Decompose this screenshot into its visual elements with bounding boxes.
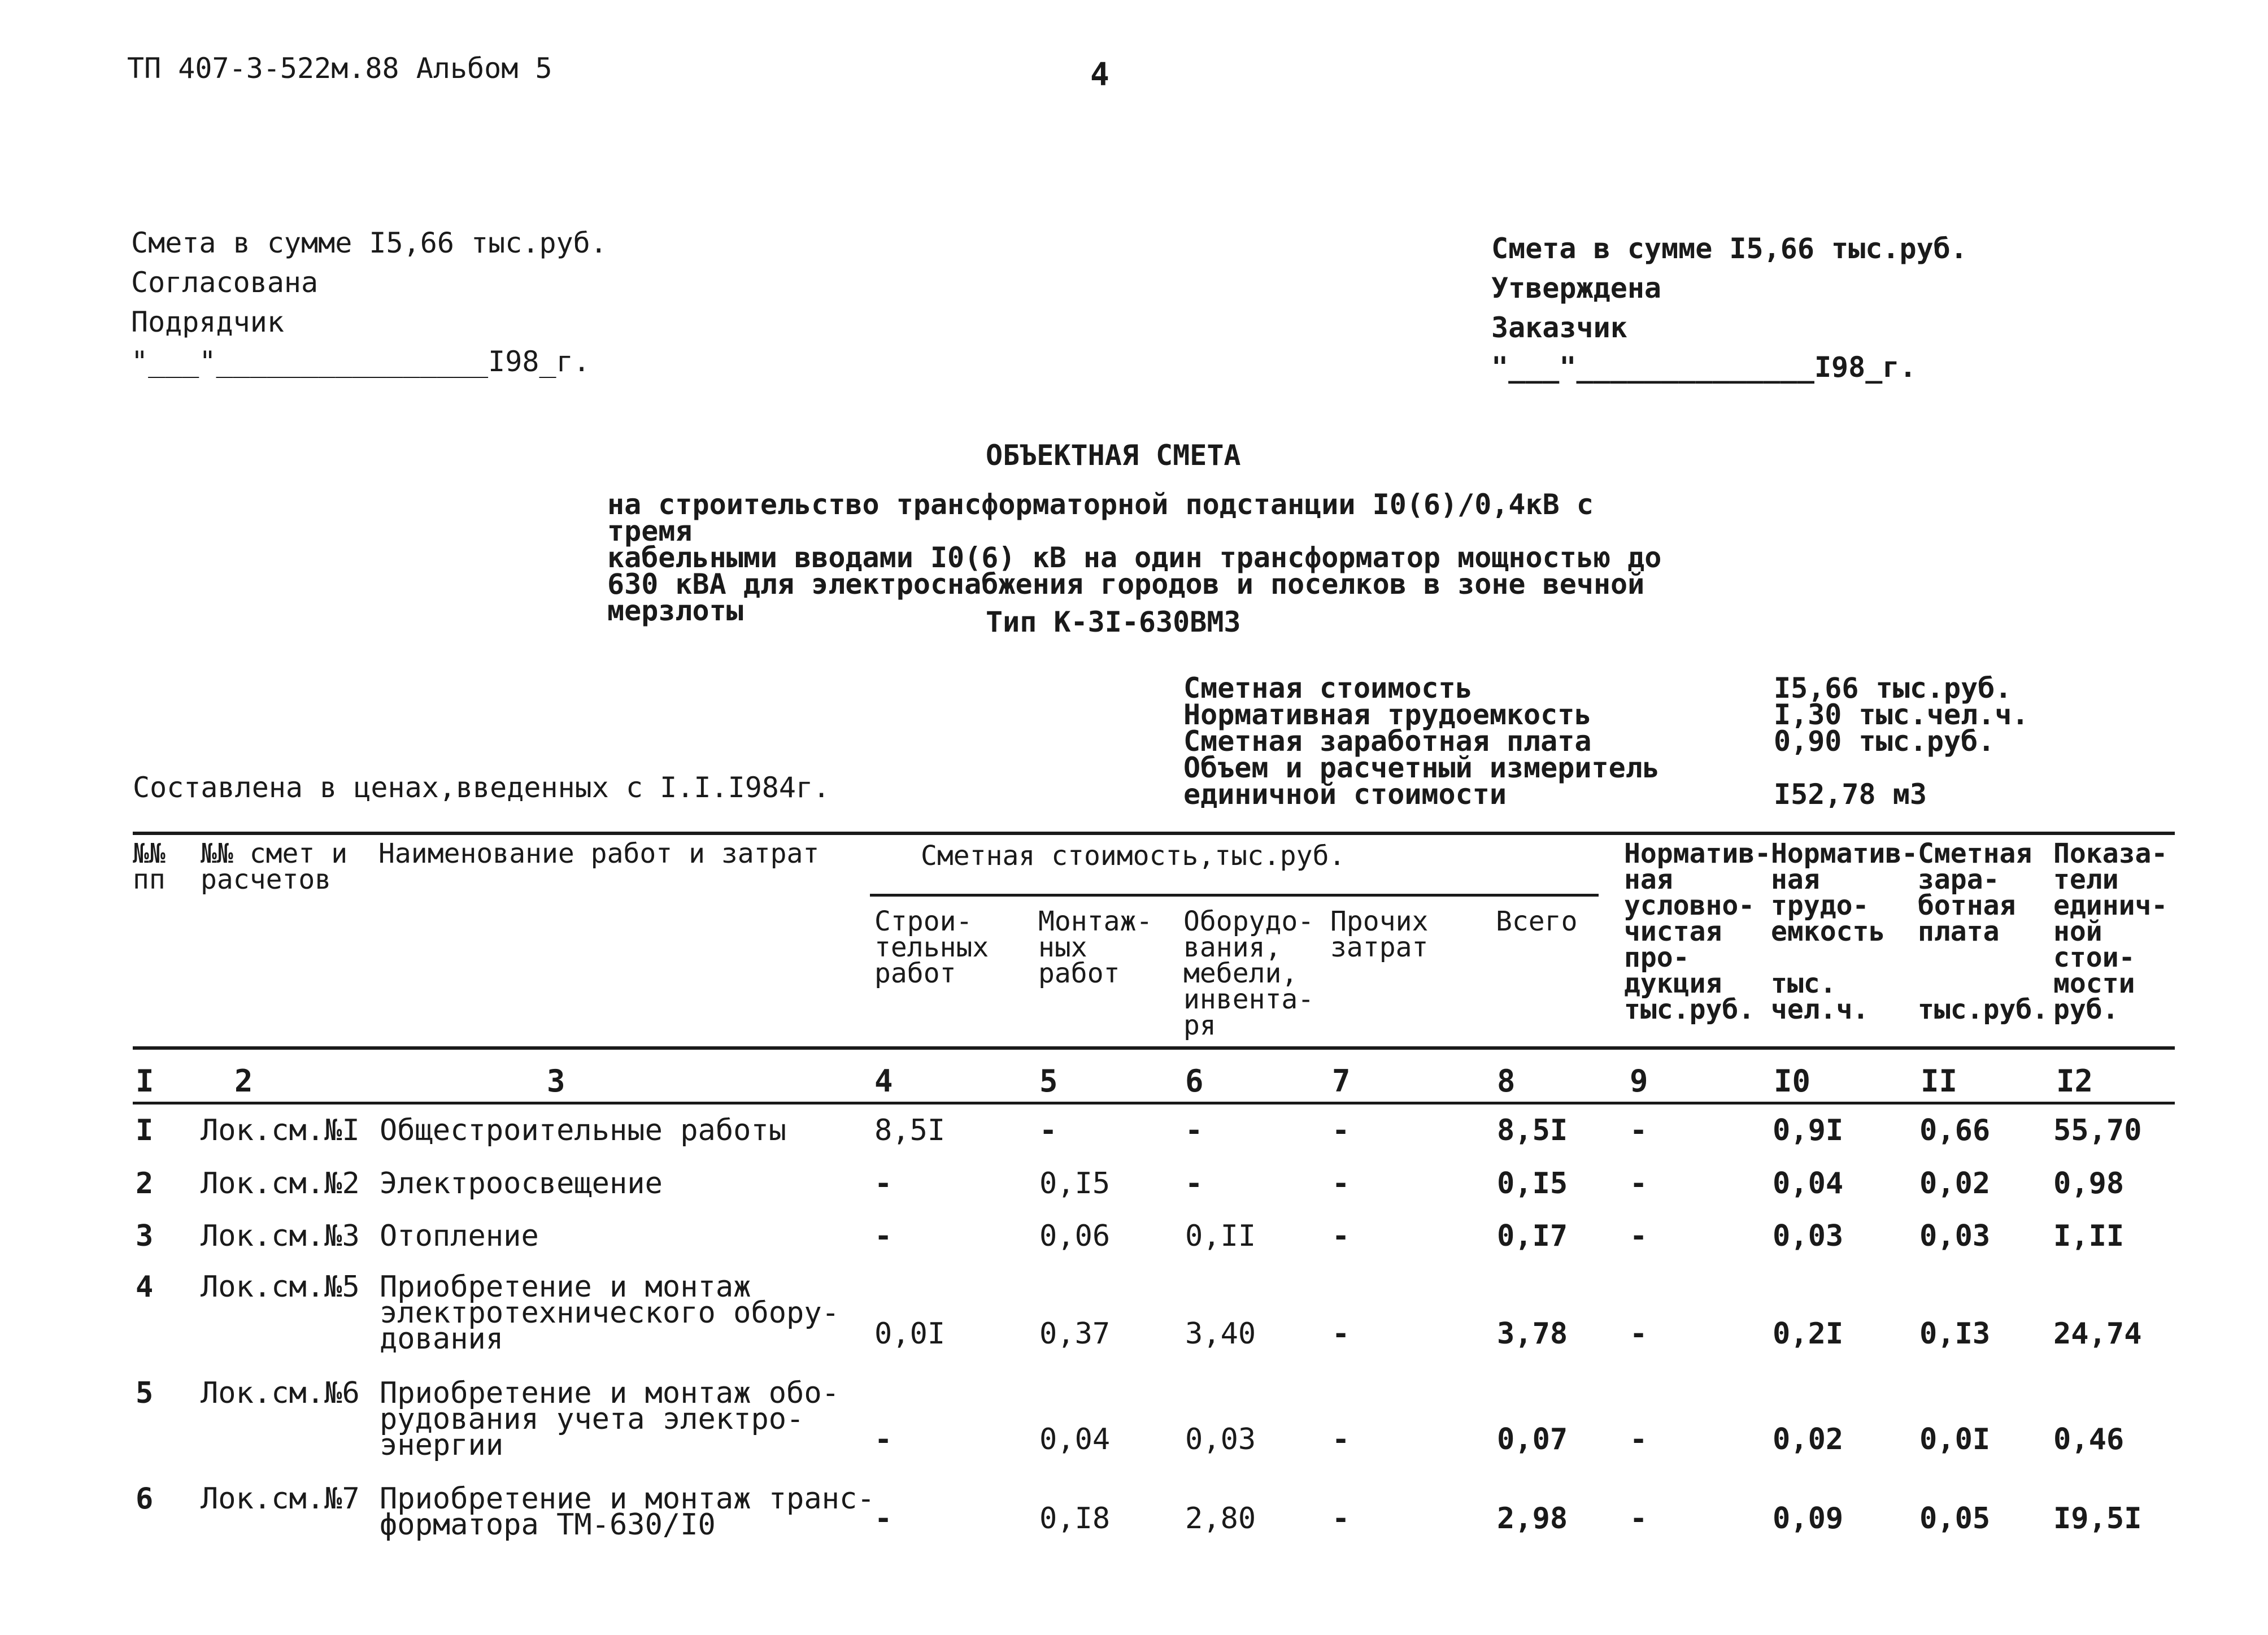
- header-work-name: Наименование работ и затрат: [378, 838, 820, 869]
- unit-cost: 0,46: [2053, 1423, 2125, 1456]
- total-cost: 2,98: [1497, 1502, 1568, 1536]
- equipment-cost: 0,II: [1185, 1219, 1256, 1253]
- row-number: 2: [136, 1167, 154, 1201]
- estimate-ref: Лок.см.№7: [201, 1482, 360, 1516]
- work-name: Электроосвещение: [380, 1167, 663, 1201]
- net-product: -: [1630, 1114, 1648, 1147]
- table-top-rule: [133, 832, 2175, 835]
- header-construction: Строи- тельных работ: [874, 906, 989, 989]
- estimate-ref: Лок.см.№6: [201, 1376, 360, 1410]
- row-number: 3: [136, 1219, 154, 1253]
- approval-line: Заказчик: [1491, 311, 1627, 344]
- summary-values: [1774, 672, 2029, 811]
- document-code: ТП 407-3-522м.88 Альбом 5: [127, 52, 552, 85]
- installation-cost: 0,I8: [1039, 1502, 1111, 1536]
- column-number-rule: [133, 1102, 2175, 1105]
- summary-value: I52,78 м3: [1774, 778, 1927, 811]
- total-cost: 0,07: [1497, 1423, 1568, 1456]
- approval-line: "___"______________I98_г.: [1491, 351, 1917, 384]
- work-name: Общестроительные работы: [380, 1114, 787, 1147]
- work-name: Отопление: [380, 1219, 539, 1253]
- wages: 0,05: [1919, 1502, 1991, 1536]
- row-number: 6: [136, 1482, 154, 1516]
- other-cost: -: [1332, 1502, 1350, 1536]
- labor: 0,02: [1773, 1423, 1844, 1456]
- wages: 0,I3: [1919, 1317, 1991, 1351]
- header-row-number: №№ пп: [133, 838, 166, 895]
- object-type: Тип К-3I-630ВМЗ: [986, 606, 1241, 638]
- installation-cost: 0,06: [1039, 1219, 1111, 1253]
- work-name: Приобретение и монтаж электротехнического обору- дования: [380, 1270, 839, 1356]
- installation-cost: -: [1039, 1114, 1057, 1147]
- header-labor: Норматив- ная трудо- емкость тыс. чел.ч.: [1771, 838, 1918, 1025]
- column-number: 5: [1039, 1063, 1058, 1099]
- document-subtitle: на строительство трансформаторной подстанции I0(6)/0,4кВ с тремя кабельными вводами I0(6) кВ на один трансформатор мощностью до 630 кВА для электроснабжения городов и поселков в зоне вечной мерзлоты: [607, 488, 1662, 627]
- column-number: II: [1921, 1063, 1958, 1099]
- header-equipment: Оборудо- вания, мебели, инвента- ря: [1183, 906, 1314, 1041]
- column-number: 6: [1185, 1063, 1204, 1099]
- wages: 0,66: [1919, 1114, 1991, 1147]
- other-cost: -: [1332, 1423, 1350, 1456]
- estimate-ref: Лок.см.№I: [201, 1114, 360, 1147]
- approval-line: Смета в сумме I5,66 тыс.руб.: [131, 227, 607, 259]
- equipment-cost: 3,40: [1185, 1317, 1256, 1351]
- labor: 0,2I: [1773, 1317, 1844, 1351]
- unit-cost: I9,5I: [2053, 1502, 2142, 1536]
- other-cost: -: [1332, 1219, 1350, 1253]
- net-product: -: [1630, 1502, 1648, 1536]
- estimate-ref: Лок.см.№5: [201, 1270, 360, 1304]
- column-number: 9: [1630, 1063, 1648, 1099]
- construction-cost: -: [874, 1219, 893, 1253]
- summary-value: I,30 тыс.чел.ч.: [1774, 698, 2029, 731]
- unit-cost: 0,98: [2053, 1167, 2125, 1201]
- work-name: Приобретение и монтаж обо- рудования учета электро- энергии: [380, 1376, 839, 1462]
- approval-line: Подрядчик: [131, 306, 284, 338]
- prices-note: Составлена в ценах,введенных с I.I.I984г.: [133, 771, 830, 804]
- unit-cost: 24,74: [2053, 1317, 2142, 1351]
- unit-cost: I,II: [2053, 1219, 2125, 1253]
- wages: 0,02: [1919, 1167, 1991, 1201]
- total-cost: 8,5I: [1497, 1114, 1568, 1147]
- approval-line: Утверждена: [1491, 272, 1662, 305]
- column-number: 3: [547, 1063, 565, 1099]
- column-number: 8: [1497, 1063, 1516, 1099]
- net-product: -: [1630, 1423, 1648, 1456]
- summary-value: I5,66 тыс.руб.: [1774, 672, 2012, 705]
- contractor-approval-block: [131, 223, 607, 381]
- summary-labels: Сметная стоимость Нормативная трудоемкость Сметная заработная плата Объем и расчетный измеритель единичной стоимости: [1183, 672, 1660, 811]
- equipment-cost: 0,03: [1185, 1423, 1256, 1456]
- estimate-ref: Лок.см.№3: [201, 1219, 360, 1253]
- total-cost: 0,I7: [1497, 1219, 1568, 1253]
- row-number: 5: [136, 1376, 154, 1410]
- column-number: I2: [2056, 1063, 2093, 1099]
- total-cost: 3,78: [1497, 1317, 1568, 1351]
- installation-cost: 0,I5: [1039, 1167, 1111, 1201]
- page-number: 4: [1090, 56, 1109, 93]
- equipment-cost: -: [1185, 1114, 1203, 1147]
- construction-cost: -: [874, 1502, 893, 1536]
- approval-line: Смета в сумме I5,66 тыс.руб.: [1491, 232, 1967, 265]
- column-number: 4: [874, 1063, 893, 1099]
- other-cost: -: [1332, 1317, 1350, 1351]
- summary-value: 0,90 тыс.руб.: [1774, 725, 1995, 758]
- net-product: -: [1630, 1317, 1648, 1351]
- approval-line: Согласована: [131, 266, 319, 299]
- column-number: 2: [234, 1063, 253, 1099]
- header-estimate-ref: №№ смет и расчетов: [201, 838, 348, 895]
- work-name: Приобретение и монтаж транс- форматора ТМ-630/I0: [380, 1482, 875, 1542]
- labor: 0,03: [1773, 1219, 1844, 1253]
- total-cost: 0,I5: [1497, 1167, 1568, 1201]
- column-number: 7: [1332, 1063, 1351, 1099]
- unit-cost: 55,70: [2053, 1114, 2142, 1147]
- wages: 0,0I: [1919, 1423, 1991, 1456]
- approval-line: "___"________________I98_г.: [131, 345, 590, 378]
- construction-cost: 0,0I: [874, 1317, 946, 1351]
- header-unit-cost: Показа- тели единич- ной стои- мости руб.: [2053, 838, 2168, 1025]
- equipment-cost: 2,80: [1185, 1502, 1256, 1536]
- summary-value: [1774, 755, 2029, 781]
- net-product: -: [1630, 1167, 1648, 1201]
- header-cost-group: Сметная стоимость,тыс.руб.: [921, 840, 1346, 872]
- other-cost: -: [1332, 1167, 1350, 1201]
- labor: 0,09: [1773, 1502, 1844, 1536]
- net-product: -: [1630, 1219, 1648, 1253]
- row-number: I: [136, 1114, 154, 1147]
- equipment-cost: -: [1185, 1167, 1203, 1201]
- construction-cost: -: [874, 1167, 893, 1201]
- labor: 0,9I: [1773, 1114, 1844, 1147]
- header-wages: Сметная зара- ботная плата тыс.руб.: [1918, 838, 2049, 1025]
- header-bottom-rule: [133, 1046, 2175, 1050]
- document-title: ОБЪЕКТНАЯ СМЕТА: [986, 439, 1241, 472]
- wages: 0,03: [1919, 1219, 1991, 1253]
- header-installation: Монтаж- ных работ: [1038, 906, 1153, 989]
- row-number: 4: [136, 1270, 154, 1304]
- group-header-rule: [870, 894, 1599, 897]
- installation-cost: 0,04: [1039, 1423, 1111, 1456]
- construction-cost: 8,5I: [874, 1114, 946, 1147]
- construction-cost: -: [874, 1423, 893, 1456]
- estimate-ref: Лок.см.№2: [201, 1167, 360, 1201]
- column-number: I: [136, 1063, 154, 1099]
- customer-approval-block: [1491, 229, 1967, 387]
- header-total: Всего: [1496, 906, 1578, 937]
- column-number: I0: [1774, 1063, 1811, 1099]
- other-cost: -: [1332, 1114, 1350, 1147]
- header-net-product: Норматив- ная условно- чистая про- дукция тыс.руб.: [1624, 838, 1771, 1025]
- header-other: Прочих затрат: [1330, 906, 1429, 963]
- labor: 0,04: [1773, 1167, 1844, 1201]
- installation-cost: 0,37: [1039, 1317, 1111, 1351]
